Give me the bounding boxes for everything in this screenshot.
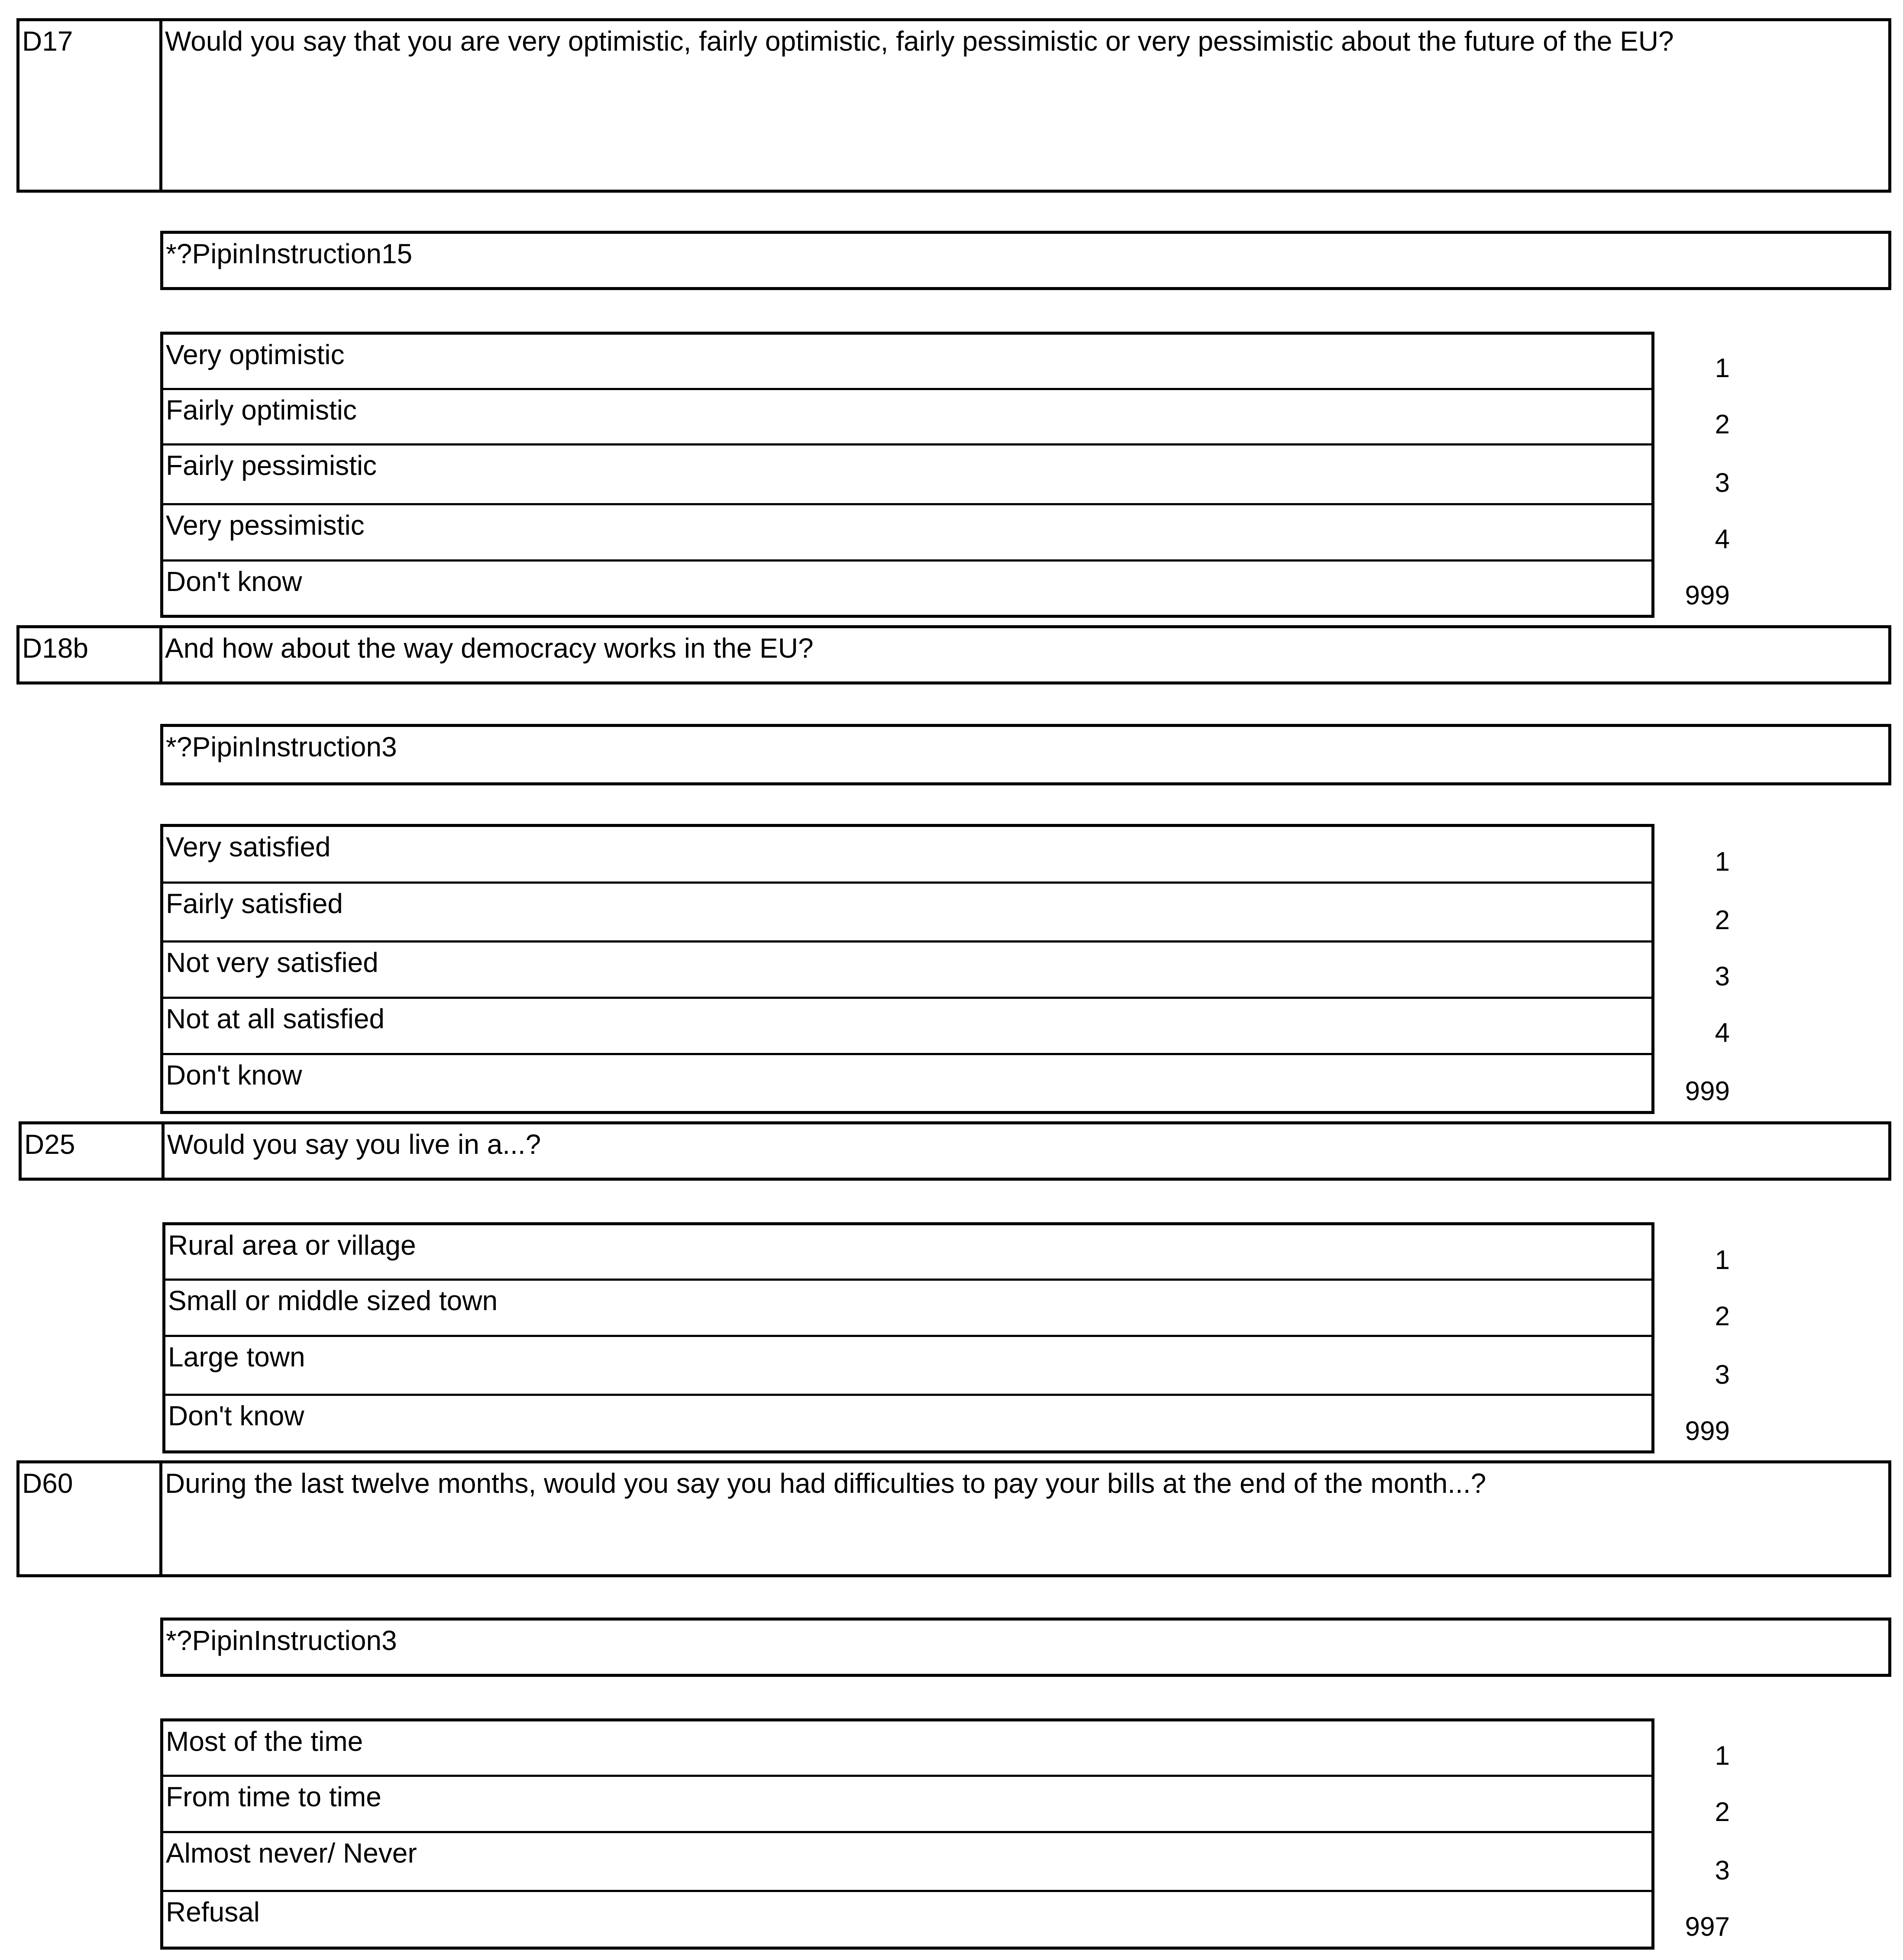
question-code: D25 <box>19 1121 164 1181</box>
question-text: Would you say you live in a...? <box>162 1121 1891 1181</box>
answer-option: From time to time <box>160 1775 1654 1833</box>
question-code: D17 <box>16 18 162 193</box>
answer-code: 1 <box>1715 353 1730 383</box>
answer-option: Rural area or village <box>162 1222 1654 1280</box>
answer-option: Almost never/ Never <box>160 1831 1654 1892</box>
answer-option: Very pessimistic <box>160 504 1654 561</box>
answer-code: 2 <box>1715 905 1730 935</box>
answer-option: Small or middle sized town <box>162 1279 1654 1337</box>
answer-option: Don't know <box>162 1394 1654 1453</box>
answer-option: Very optimistic <box>160 332 1654 390</box>
question-text: During the last twelve months, would you say you had difficulties to pay your bills at the end of the month...? <box>160 1460 1891 1577</box>
answer-code: 1 <box>1715 847 1730 877</box>
answer-code: 3 <box>1715 1360 1730 1390</box>
answer-option: Not very satisfied <box>160 941 1654 998</box>
instruction-box: *?PipinInstruction15 <box>160 231 1891 290</box>
answer-code: 999 <box>1685 1076 1730 1106</box>
answer-option: Very satisfied <box>160 824 1654 883</box>
answer-code: 1 <box>1715 1741 1730 1771</box>
instruction-box: *?PipinInstruction3 <box>160 724 1891 785</box>
instruction-box: *?PipinInstruction3 <box>160 1618 1891 1677</box>
question-text: Would you say that you are very optimistic, fairly optimistic, fairly pessimistic or very pessimistic about the future of the EU? <box>160 18 1891 193</box>
answer-code: 2 <box>1715 410 1730 439</box>
question-text: And how about the way democracy works in the EU? <box>160 625 1891 685</box>
answer-code: 3 <box>1715 1856 1730 1886</box>
answer-option: Not at all satisfied <box>160 997 1654 1055</box>
answer-code: 997 <box>1685 1912 1730 1942</box>
answer-code: 2 <box>1715 1797 1730 1827</box>
answer-code: 999 <box>1685 581 1730 610</box>
answer-code: 2 <box>1715 1301 1730 1331</box>
answer-code: 1 <box>1715 1245 1730 1275</box>
answer-option: Refusal <box>160 1890 1654 1950</box>
answer-code: 4 <box>1715 524 1730 554</box>
answer-code: 999 <box>1685 1416 1730 1446</box>
answer-option: Fairly satisfied <box>160 882 1654 942</box>
question-code: D60 <box>16 1460 162 1577</box>
answer-option: Large town <box>162 1335 1654 1395</box>
answer-code: 3 <box>1715 962 1730 991</box>
answer-code: 4 <box>1715 1018 1730 1048</box>
answer-option: Fairly optimistic <box>160 388 1654 445</box>
answer-option: Don't know <box>160 1053 1654 1114</box>
question-code: D18b <box>16 625 162 685</box>
answer-option: Most of the time <box>160 1718 1654 1776</box>
answer-option: Fairly pessimistic <box>160 444 1654 505</box>
answer-code: 3 <box>1715 468 1730 498</box>
answer-option: Don't know <box>160 560 1654 618</box>
